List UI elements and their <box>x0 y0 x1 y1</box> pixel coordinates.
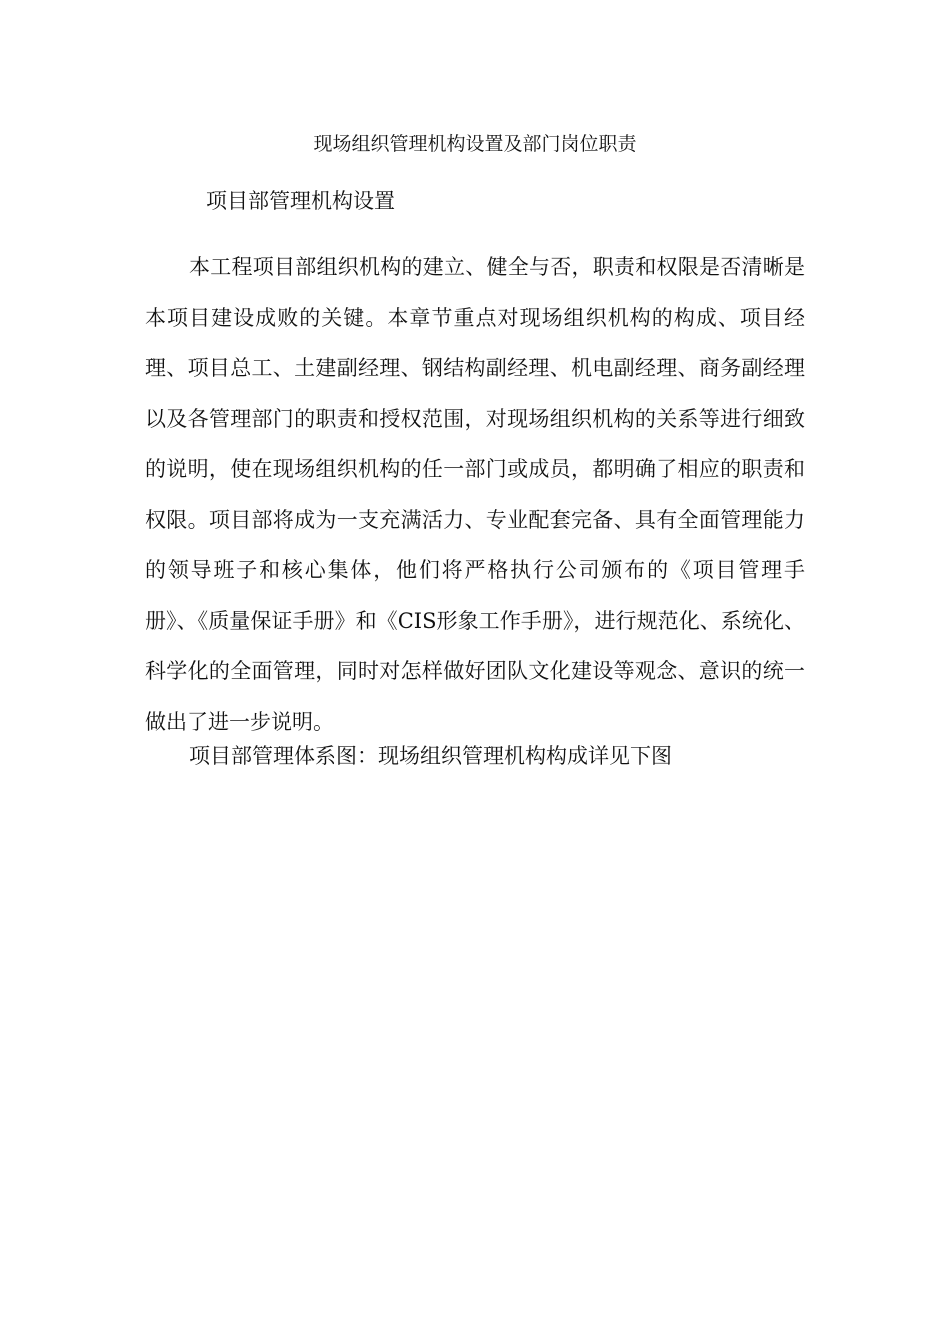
diagram-caption: 项目部管理体系图：现场组织管理机构构成详见下图 <box>189 744 672 768</box>
document-title: 现场组织管理机构设置及部门岗位职责 <box>313 133 637 155</box>
section-heading: 项目部管理机构设置 <box>206 189 395 213</box>
body-paragraph: 本工程项目部组织机构的建立、健全与否，职责和权限是否清晰是本项目建设成败的关键。本章节重点对现场组织机构的构成、项目经理、项目总工、土建副经理、钢结构副经理、机电副经理、商务副经理以及各管理部门的职责和授权范围，对现场组织机构的关系等进行细致的说明，使在现场组织机构的任一部门或成员，都明确了相应的职责和权限。项目部将成为一支充满活力、专业配套完备、具有全面管理能力的领导班子和核心集体，他们将严格执行公司颁布的《项目管理手册》、《质量保证手册》和《CIS形象工作手册》，进行规范化、系统化、科学化的全面管理，同时对怎样做好团队文化建设等观念、意识的统一做出了进一步说明。 <box>145 255 805 734</box>
